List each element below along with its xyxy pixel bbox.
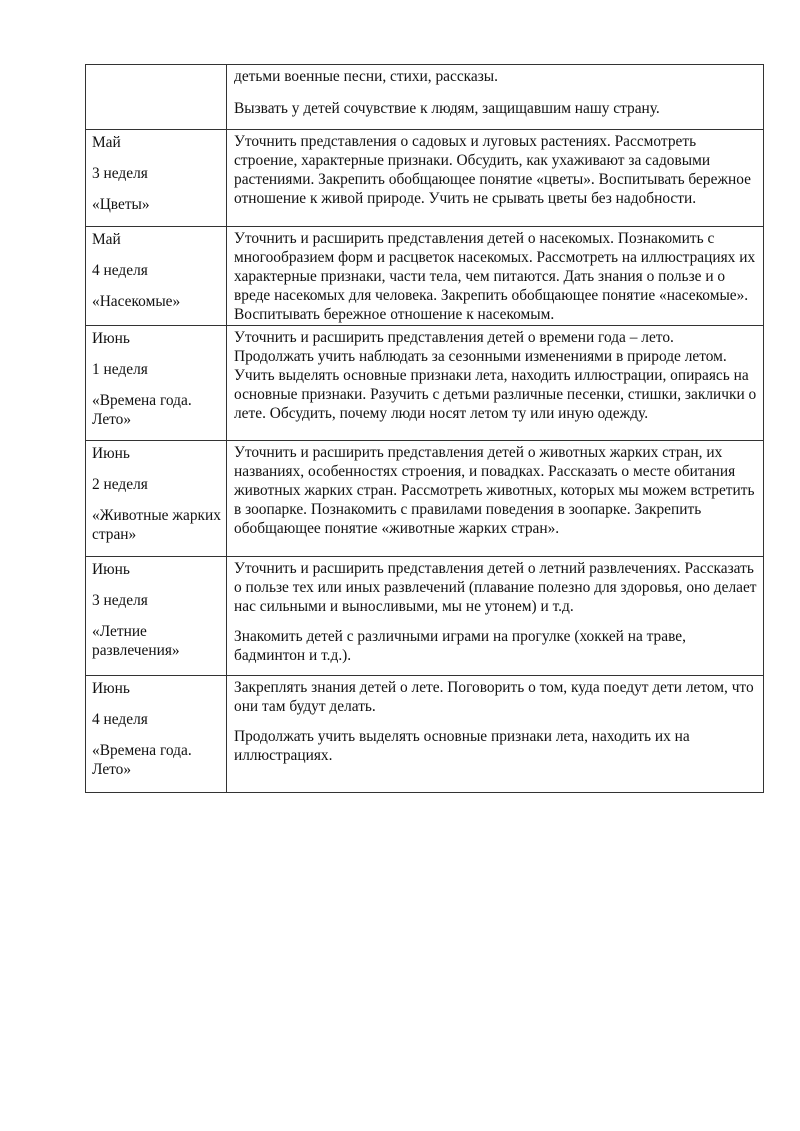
content-paragraph: Уточнить и расширить представления детей о насекомых. Познакомить с многообразием форм и расцветок насекомых. Рассмотреть на иллюстрациях их характерные признаки, части тела, чем питаются. Дать знания о пользе и о вреде насекомых для человека. Закрепить обобщающее понятие «насекомые». Воспитывать бережное отношение к насекомым. bbox=[234, 230, 756, 323]
table-row bbox=[86, 326, 764, 441]
content-cell bbox=[227, 227, 764, 326]
content-paragraph: Вызвать у детей сочувствие к людям, защищавшим нашу страну. bbox=[234, 100, 660, 117]
content-paragraph: Уточнить и расширить представления детей о животных жарких стран, их названиях, особенностях строения, и повадках. Рассказать о месте обитания животных жарких стран. Рассмотреть животных, которых мы можем встретить в зоопарке. Познакомить с правилами поведения в зоопарке. Закрепить обобщающее понятие «животные жарких стран». bbox=[234, 444, 755, 537]
month-label: Июнь bbox=[92, 330, 130, 347]
content-paragraph: Продолжать учить выделять основные признаки лета, находить их на иллюстрациях. bbox=[234, 728, 690, 764]
period-cell bbox=[86, 326, 227, 441]
content-cell bbox=[227, 441, 764, 557]
content-paragraph: Уточнить и расширить представления детей о времени года – лето. Продолжать учить наблюдать за сезонными изменениями в природе летом. Учить выделять основные признаки лета, находить иллюстрации, опираясь на основные признаки. Разучить с детьми различные песенки, стишки, заклички о лете. Обсудить, почему люди носят летом ту или иную одежду. bbox=[234, 329, 757, 422]
week-label: 1 неделя bbox=[92, 361, 148, 378]
week-label: 3 неделя bbox=[92, 592, 148, 609]
topic-label: «Животные жарких стран» bbox=[92, 507, 221, 543]
content-cell bbox=[227, 65, 764, 130]
content-cell bbox=[227, 130, 764, 227]
month-label: Май bbox=[92, 134, 121, 151]
period-cell bbox=[86, 557, 227, 676]
period-cell bbox=[86, 227, 227, 326]
content-paragraph: Закреплять знания детей о лете. Поговорить о том, куда поедут дети летом, что они там будут делать. bbox=[234, 679, 754, 715]
table-row bbox=[86, 676, 764, 793]
content-cell bbox=[227, 326, 764, 441]
content-cell bbox=[227, 557, 764, 676]
table-row bbox=[86, 65, 764, 130]
content-paragraph: Знакомить детей с различными играми на прогулке (хоккей на траве, бадминтон и т.д.). bbox=[234, 628, 686, 664]
plan-table bbox=[85, 64, 764, 793]
week-label: 4 неделя bbox=[92, 711, 148, 728]
period-cell bbox=[86, 676, 227, 793]
topic-label: «Времена года. Лето» bbox=[92, 392, 192, 428]
month-label: Июнь bbox=[92, 561, 130, 578]
content-paragraph: детьми военные песни, стихи, рассказы. bbox=[234, 68, 499, 85]
month-label: Май bbox=[92, 231, 121, 248]
content-paragraph: Уточнить представления о садовых и луговых растениях. Рассмотреть строение, характерные признаки. Обсудить, как ухаживают за садовыми растениями. Закрепить обобщающее понятие «цветы». Воспитывать бережное отношение к живой природе. Учить не срывать цветы без надобности. bbox=[234, 133, 751, 207]
topic-label: «Насекомые» bbox=[92, 293, 181, 310]
week-label: 3 неделя bbox=[92, 165, 148, 182]
table-row bbox=[86, 557, 764, 676]
period-cell bbox=[86, 130, 227, 227]
content-paragraph: Уточнить и расширить представления детей о летний развлечениях. Рассказать о пользе тех или иных развлечений (плавание полезно для здоровья, оно делает нас сильными и выносливыми, мы не утонем) и т.д. bbox=[234, 560, 757, 615]
week-label: 2 неделя bbox=[92, 476, 148, 493]
table-row bbox=[86, 130, 764, 227]
table-row bbox=[86, 227, 764, 326]
table-row bbox=[86, 441, 764, 557]
week-label: 4 неделя bbox=[92, 262, 148, 279]
topic-label: «Времена года. Лето» bbox=[92, 742, 192, 778]
month-label: Июнь bbox=[92, 680, 130, 697]
topic-label: «Цветы» bbox=[92, 196, 150, 213]
period-cell bbox=[86, 65, 227, 130]
month-label: Июнь bbox=[92, 445, 130, 462]
topic-label: «Летние развлечения» bbox=[92, 623, 180, 659]
content-cell bbox=[227, 676, 764, 793]
period-cell bbox=[86, 441, 227, 557]
